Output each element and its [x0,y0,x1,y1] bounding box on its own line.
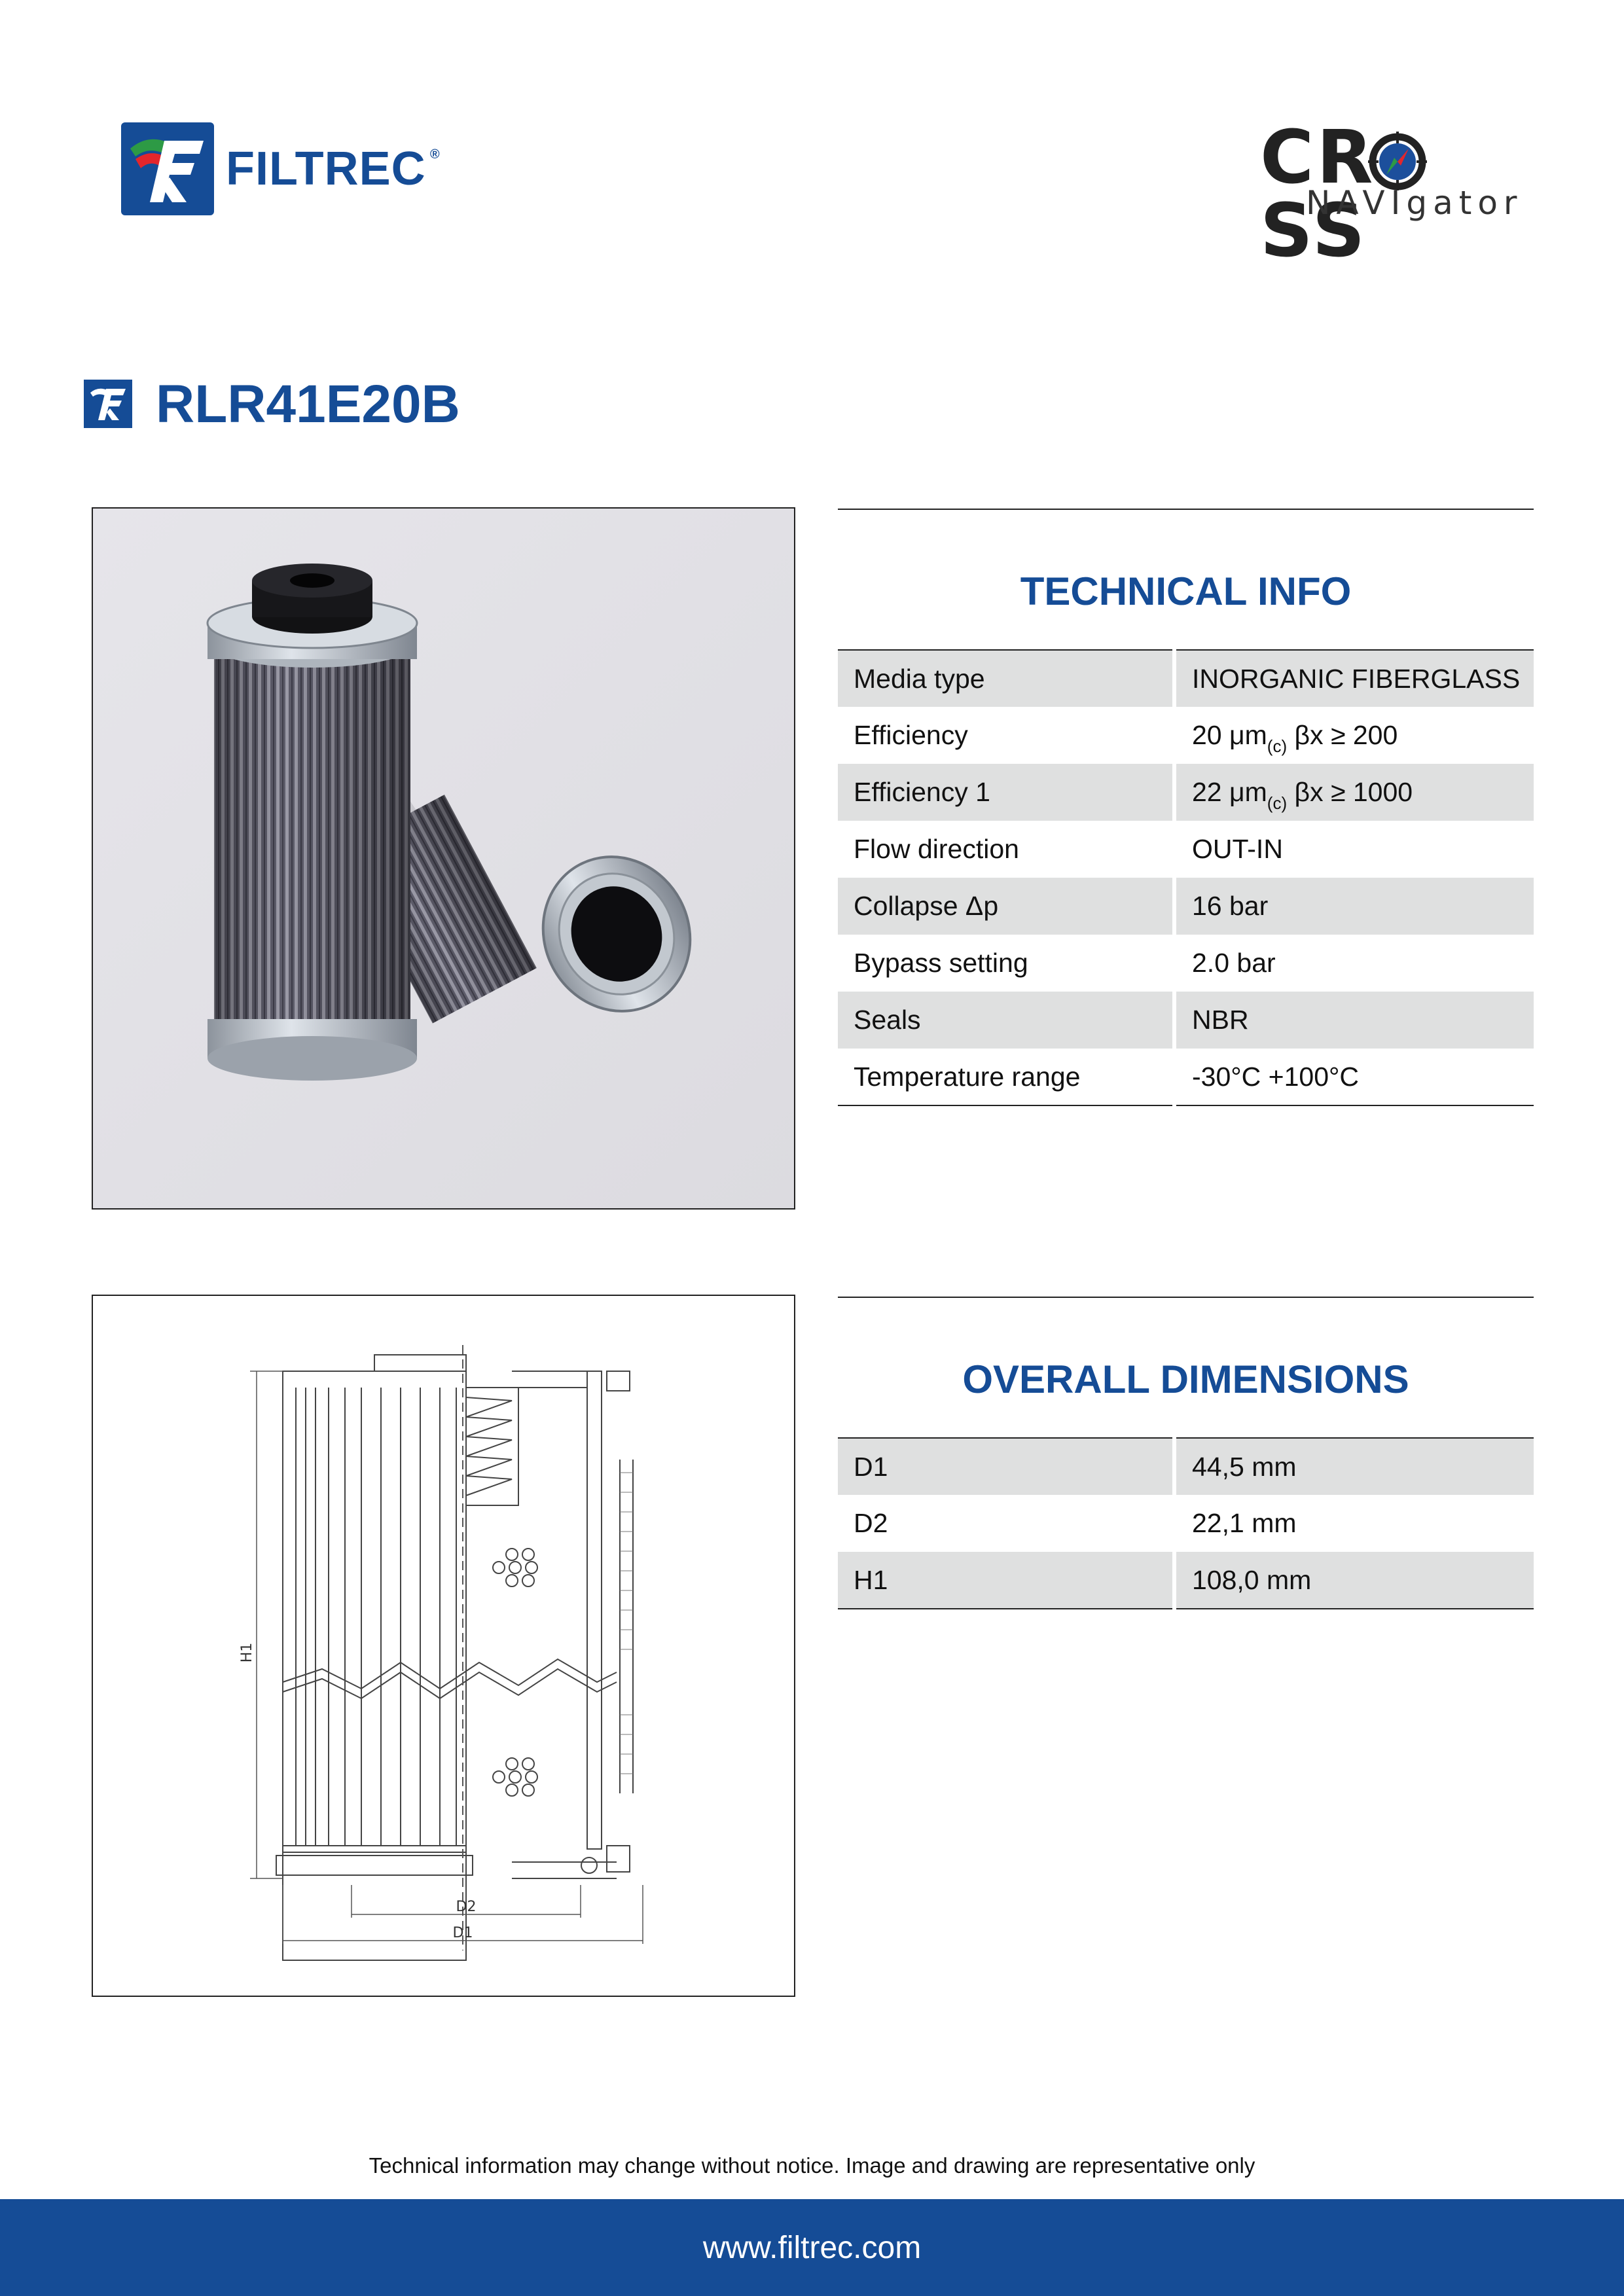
brand-name: FILTREC ® [226,142,441,195]
table-row [838,992,1534,1049]
dimension-value: 22,1 mm [1192,1508,1297,1538]
dimension-label-h1: H1 [239,1642,255,1663]
filtrec-mark-icon [84,380,132,428]
dimension-label: D2 [838,1495,1174,1552]
dimension-value: 44,5 mm [1174,1438,1534,1495]
overall-dimensions-section [838,1297,1534,1609]
spec-value: 16 bar [1174,878,1534,935]
table-row [838,1495,1534,1552]
spec-value: -30°C +100°C [1192,1061,1360,1092]
technical-info-heading: TECHNICAL INFO [1020,569,1352,613]
spec-label: Seals [838,992,1174,1049]
dimension-label: H1 [838,1552,1174,1609]
product-photo [92,507,795,1210]
filter-drawing [93,1296,794,1996]
dimension-value: 108,0 mm [1174,1552,1534,1609]
technical-info-table [838,649,1534,1106]
spec-value: NBR [1174,992,1534,1049]
table-row [838,878,1534,935]
spec-value: INORGANIC FIBERGLASS [1174,650,1534,707]
footer-bar [0,2199,1624,2296]
table-row [838,935,1534,992]
navigator-wordmark: NAVIgator [1306,184,1523,222]
filter-element-photo [93,509,794,1208]
cross-logo-wordmark: CRSS [1260,115,1376,274]
table-row [838,1438,1534,1495]
table-row [838,1552,1534,1609]
table-row [838,707,1534,764]
overall-dimensions-heading: OVERALL DIMENSIONS [962,1357,1409,1401]
section-divider [838,1297,1534,1298]
technical-drawing [92,1295,795,1997]
disclaimer-text: Technical information may change without notice. Image and drawing are representative only [369,2153,1255,2178]
spec-label: Temperature range [838,1049,1174,1105]
spec-label: Flow direction [838,821,1174,878]
spec-label: Media type [838,650,1174,707]
table-row [838,764,1534,821]
spec-label: Efficiency 1 [838,764,1174,821]
section-divider [838,509,1534,510]
spec-label: Bypass setting [838,935,1174,992]
dimension-label: D1 [838,1438,1174,1495]
cross-navigator-logo [1260,115,1523,274]
dimension-label-d1: D1 [452,1925,473,1941]
filtrec-logo [121,121,475,216]
spec-value: OUT-IN [1192,834,1283,864]
spec-label: Collapse Δp [838,878,1174,935]
technical-info-section [838,509,1534,1106]
spec-label: Efficiency [838,707,1174,764]
overall-dimensions-table [838,1437,1534,1609]
website-link[interactable]: www.filtrec.com [702,2230,922,2265]
filtrec-logo-icon [121,122,214,215]
table-row [838,821,1534,878]
compass-icon [1367,129,1428,190]
spec-value: 20 $\mu m_{(c)}$ βx ≥ 200 [1192,720,1398,756]
spec-value: 2.0 bar [1192,948,1276,978]
table-row [838,1049,1534,1105]
table-row [838,650,1534,707]
page-title: RLR41E20B [156,374,460,434]
spec-value: 22 $\mu m_{(c)}$ βx ≥ 1000 [1174,764,1534,821]
dimension-label-d2: D2 [456,1899,477,1915]
